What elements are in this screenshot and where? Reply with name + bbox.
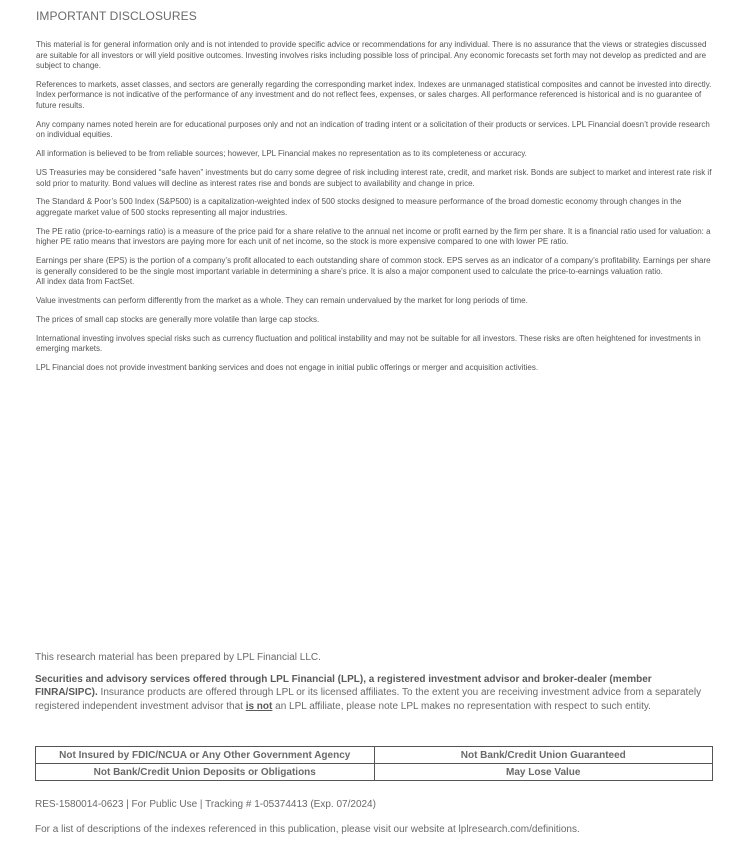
index-data-note: All index data from FactSet. [36,277,135,287]
notice-row [36,747,713,764]
advisory-emphasis: is not [245,700,273,712]
notice-not-deposits: Not Bank/Credit Union Deposits or Obligations [36,764,375,781]
notice-not-insured: Not Insured by FDIC/NCUA or Any Other Government Agency [36,747,375,764]
indexes-definitions-note: For a list of descriptions of the indexes referenced in this publication, please visit our website at lplresearch.com/definitions. [35,824,580,835]
prepared-by: This research material has been prepared by LPL Financial LLC. [35,652,321,663]
disclosure-sp500: The Standard & Poor’s 500 Index (S&P500) is a capitalization-weighted index of 500 stocks designed to measure performance of the broad domestic economy through changes in the aggregate market value of 500 stocks representing all major industries. [36,197,682,217]
tracking-info: RES-1580014-0623 | For Public Use | Tracking # 1-05374413 (Exp. 07/2024) [35,799,376,810]
notice-not-guaranteed: Not Bank/Credit Union Guaranteed [374,747,713,764]
disclosure-international: International investing involves special risks such as currency fluctuation and political instability and may not be suitable for all investors. These risks are often heightened for investments in emerging markets. [36,333,701,354]
disclosure-investment-banking: LPL Financial does not provide investment banking services and does not engage in initial public offerings or merger and acquisition activities. [36,363,539,373]
eps-text: Earnings per share (EPS) is the portion of a company’s profit allocated to each outstanding share of common stock. EPS serves as an indicator of a company’s profitability. Earnings per share is generally considered to be the single most important variable in determining a share’s price. It is also a major component used to calculate the price-to-earnings valuation ratio. [36,256,711,276]
footer [35,651,715,713]
disclosure-pe-ratio: The PE ratio (price-to-earnings ratio) is a measure of the price paid for a share relative to the annual net income or profit earned by the firm per share. It is a financial ratio used for valuation: a higher PE ratio means that investors are paying more for each unit of net income, so the stock is more expensive compared to one with lower PE ratio. [36,226,711,247]
disclosure-treasuries: US Treasuries may be considered “safe haven” investments but do carry some degree of risk including interest rate, credit, and market risk. Bonds are subject to market and interest rate risk if sold prior to maturity. Bond values will decline as interest rates rise and bonds are subject to availability and change in price. [36,168,712,188]
disclosure-company-names: Any company names noted herein are for educational purposes only and not an indication of trading intent or a solicitation of their products or services. LPL Financial doesn’t provide research on individual equities. [36,119,710,140]
disclosure-value-investments: Value investments can perform differently from the market as a whole. They can remain undervalued by the market for long periods of time. [36,296,528,306]
page-title: IMPORTANT DISCLOSURES [36,9,197,23]
disclosure-eps [36,256,712,288]
disclosure-small-cap: The prices of small cap stocks are generally more volatile than large cap stocks. [36,315,320,325]
advisory-bold: Securities and advisory services offered through LPL Financial (LPL), a registered investment advisor and broker-dealer (member FINRA/SIPC). [35,673,652,698]
disclosure-reliable-sources: All information is believed to be from reliable sources; however, LPL Financial makes no representation as to its completeness or accuracy. [36,149,527,159]
advisory-statement [35,673,715,714]
disclosures-body [36,40,712,382]
disclosure-indexes: References to markets, asset classes, and sectors are generally regarding the corresponding market index. Indexes are unmanaged statistical composites and cannot be invested into directly. Index performance is not indicative of the performance of any investment and do not reflect fees, expenses, or sales charges. All performance referenced is historical and is no guarantee of future results. [36,79,712,110]
notice-table [35,746,713,781]
notice-may-lose-value: May Lose Value [374,764,713,781]
disclosure-general: This material is for general information only and is not intended to provide specific advice or recommendations for any individual. There is no assurance that the views or strategies discussed are suitable for all investors or will yield positive outcomes. Investing involves risks including possible loss of principal. Any economic forecasts set forth may not develop as predicted and are subject to change. [36,40,707,70]
notice-row [36,764,713,781]
advisory-text-2: an LPL affiliate, please note LPL makes no representation with respect to such entity. [272,700,651,712]
advisory-text-1: Insurance products are offered through LPL or its licensed affiliates. To the extent you are receiving investment advice from a separately registered independent investment advisor that [35,687,702,712]
